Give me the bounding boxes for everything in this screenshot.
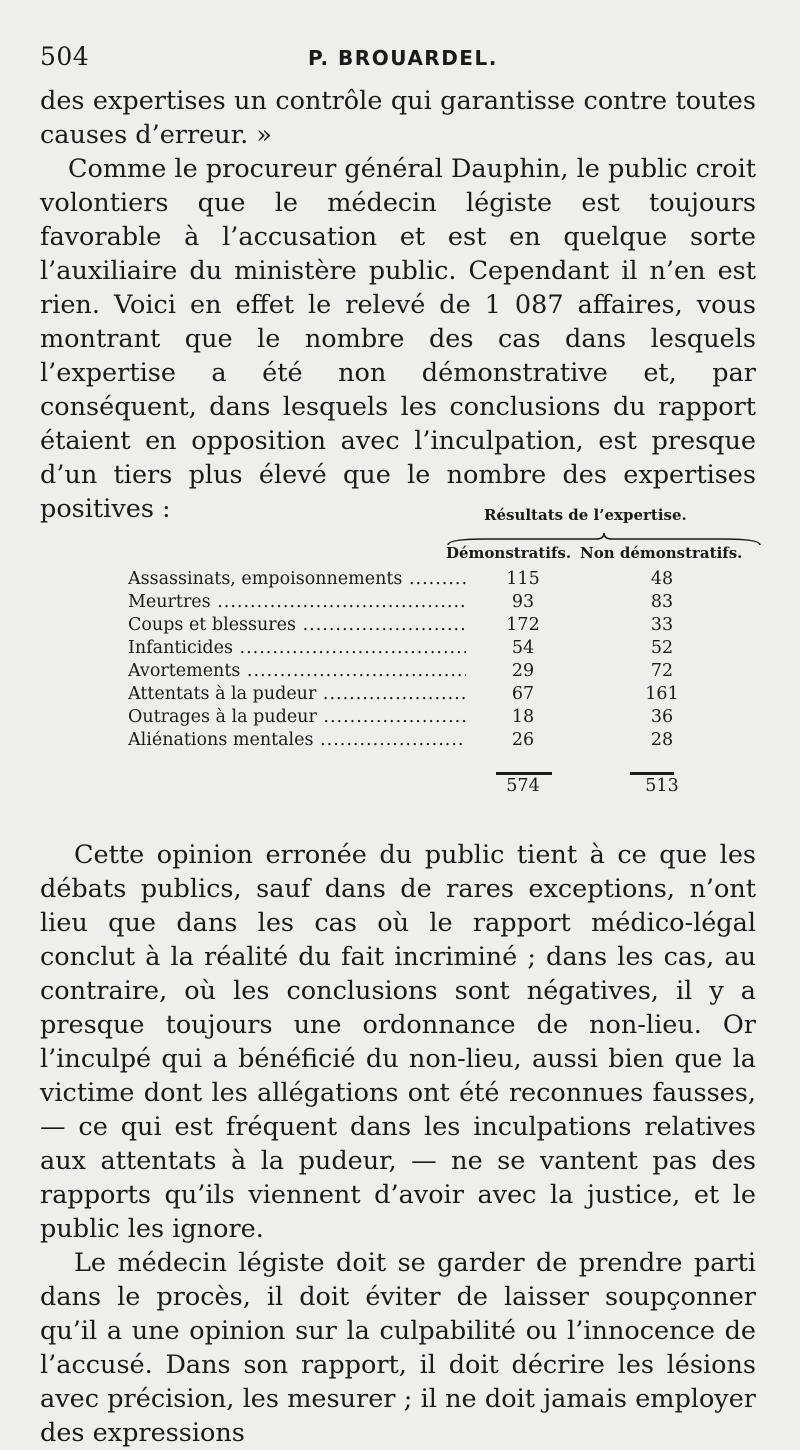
value-non-demonstratifs: 52 — [650, 638, 674, 658]
body-text-bottom — [40, 838, 756, 1450]
table-body — [128, 568, 760, 752]
row-label: Coups et blessures ..... — [128, 614, 466, 637]
value-demonstratifs: 93 — [511, 592, 535, 612]
total-non-demonstratifs: 513 — [645, 776, 679, 796]
total-rule-non-demonstratifs — [630, 772, 674, 775]
table-row — [128, 660, 760, 683]
table-row — [128, 614, 760, 637]
running-head: P. BROUARDEL. — [308, 46, 498, 70]
page-header — [40, 42, 760, 78]
value-non-demonstratifs: 28 — [650, 730, 674, 750]
value-non-demonstratifs: 33 — [650, 615, 674, 635]
table-row — [128, 568, 760, 591]
continuation-paragraph: des expertises un contrôle qui garantisse contre toutes causes d’erreur. » — [40, 86, 756, 150]
row-label: Assassinats, empoisonnements ..... — [128, 568, 466, 591]
table-row — [128, 591, 760, 614]
value-demonstratifs: 115 — [506, 569, 540, 589]
total-rule-demonstratifs — [496, 772, 552, 775]
opinion-paragraph: Cette opinion erronée du public tient à ce que les débats publics, sauf dans de rares exceptions, n’ont lieu que dans les cas où le rapport médico-légal conclut à la réalité du fait incriminé ; dans les cas, au contraire, où les conclusions sont négatives, il y a presque toujours une ordonnance de non-lieu. Or l’inculpé qui a bénéficié du non-lieu, aussi bien que la victime dont les allégations ont été reconnues fausses, — ce qui est fréquent dans les inculpations relatives aux attentats à la pudeur, — ne se vantent pas des rapports qu’ils viennent d’avoir avec la justice, et le public les ignore. — [40, 840, 756, 1244]
column-header-demonstratifs: Démonstratifs. — [446, 544, 572, 562]
row-label: Infanticides ..... — [128, 637, 466, 660]
value-demonstratifs: 54 — [511, 638, 535, 658]
row-label: Avortements ..... — [128, 660, 466, 683]
value-demonstratifs: 67 — [511, 684, 535, 704]
medecin-legiste-paragraph: Le médecin légiste doit se garder de prendre parti dans le procès, il doit éviter de laisser soupçonner qu’il a une opinion sur la culpabilité ou l’innocence de l’accusé. Dans son rapport, il doit décrire les lésions avec précision, les mesurer ; il ne doit jamais employer des expressions — [40, 1248, 756, 1448]
table-row — [128, 683, 760, 706]
table-row — [128, 637, 760, 660]
results-table — [128, 504, 760, 804]
value-non-demonstratifs: 72 — [650, 661, 674, 681]
row-label: Attentats à la pudeur ..... — [128, 683, 466, 706]
table-row — [128, 706, 760, 729]
row-label: Aliénations mentales ..... — [128, 729, 466, 752]
row-label: Outrages à la pudeur ..... — [128, 706, 466, 729]
value-non-demonstratifs: 83 — [650, 592, 674, 612]
body-text-top — [40, 84, 756, 526]
value-non-demonstratifs: 48 — [650, 569, 674, 589]
value-demonstratifs: 29 — [511, 661, 535, 681]
value-non-demonstratifs: 161 — [645, 684, 679, 704]
value-non-demonstratifs: 36 — [650, 707, 674, 727]
table-caption: Résultats de l’expertise. — [484, 506, 687, 524]
value-demonstratifs: 18 — [511, 707, 535, 727]
row-label: Meurtres ..... — [128, 591, 466, 614]
total-demonstratifs: 574 — [506, 776, 540, 796]
column-header-non-demonstratifs: Non démonstratifs. — [580, 544, 743, 562]
table-row — [128, 729, 760, 752]
page-number: 504 — [40, 42, 90, 71]
value-demonstratifs: 26 — [511, 730, 535, 750]
intro-paragraph: Comme le procureur général Dauphin, le public croit volontiers que le médecin légiste est toujours favorable à l’accusation et est en quelque sorte l’auxiliaire du ministère public. Cependant il n’en est rien. Voici en effet le relevé de 1 087 affaires, vous montrant que le nombre des cas dans lesquels l’expertise a été non démonstrative et, par conséquent, dans lesquels les conclusions du rapport étaient en opposition avec l’inculpation, est presque d’un tiers plus élevé que le nombre des expertises positives : — [40, 154, 756, 524]
value-demonstratifs: 172 — [506, 615, 540, 635]
